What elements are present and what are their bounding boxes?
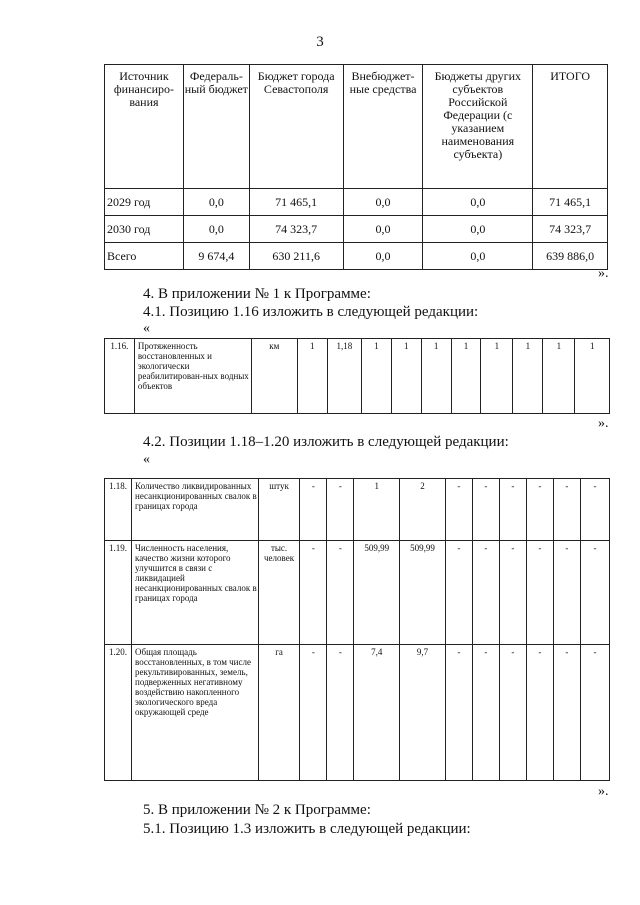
closing-quote: ». [598,266,609,281]
table-row [105,645,610,781]
table-cell: - [526,645,553,781]
table-cell: - [526,479,553,541]
table-cell: 1 [543,339,575,414]
table-cell: - [580,479,609,541]
indicator-name: Количество ликвидированных несанкционированных свалок в границах города [132,479,259,541]
table-cell: - [472,645,499,781]
indicator-name: Численность населения, качество жизни которого улучшится в связи с ликвидацией несанкционированных свалок в границах города [132,541,259,645]
table-cell: 639 886,0 [533,243,608,270]
table-cell: - [553,479,580,541]
header-other-subjects: Бюджеты других субъектов Российской Федерации (с указанием наименования субъекта) [423,65,533,189]
table-cell: 71 465,1 [533,189,608,216]
table-cell: 2029 год [105,189,184,216]
row-number: 1.19. [105,541,132,645]
indicator-name: Протяженность восстановленных и экологически реабилитирован-ных водных объектов [134,339,251,414]
table-cell: 1 [297,339,327,414]
table-row [105,243,608,270]
table-cell: - [472,541,499,645]
section4-heading: 4. В приложении № 1 к Программе: [143,286,371,302]
finance-table-header [105,65,608,189]
table-cell: - [472,479,499,541]
table-cell: - [445,645,472,781]
opening-quote: « [143,321,150,336]
closing-quote: ». [598,416,609,431]
table-row [105,216,608,243]
table-cell: 509,99 [400,541,446,645]
row-number: 1.20. [105,645,132,781]
table-cell: 2 [400,479,446,541]
unit: км [251,339,297,414]
table-cell: - [445,541,472,645]
table-cell: 1 [354,479,400,541]
table-cell: 0,0 [423,216,533,243]
table-cell: 1 [575,339,610,414]
table-cell: Всего [105,243,184,270]
table-cell: 1 [451,339,481,414]
section4-2-text: 4.2. Позиции 1.18–1.20 изложить в следующей редакции: [143,434,509,450]
table-cell: 0,0 [183,216,249,243]
table-cell: 7,4 [354,645,400,781]
section5-1-text: 5.1. Позицию 1.3 изложить в следующей редакции: [143,821,471,837]
table-cell: - [300,479,327,541]
table-cell: - [526,541,553,645]
table-cell: 74 323,7 [533,216,608,243]
opening-quote: « [143,452,150,467]
table-cell: 0,0 [343,189,423,216]
table-cell: 74 323,7 [249,216,343,243]
section4-1-text: 4.1. Позицию 1.16 изложить в следующей редакции: [143,304,479,320]
table-cell: 1,18 [327,339,361,414]
page-number: 3 [316,34,324,50]
header-city: Бюджет города Севастополя [249,65,343,189]
unit: штук [258,479,300,541]
header-source: Источник финансиро-вания [105,65,184,189]
table-cell: 509,99 [354,541,400,645]
table-row [105,541,610,645]
table-cell: 9,7 [400,645,446,781]
header-federal: Федераль-ный бюджет [183,65,249,189]
table-cell: 0,0 [423,243,533,270]
header-total: ИТОГО [533,65,608,189]
unit: тыс. человек [258,541,300,645]
table-row [105,479,610,541]
indicator-table-1-16 [104,338,610,414]
table-cell: - [553,541,580,645]
table-cell: 0,0 [343,216,423,243]
table-cell: 1 [481,339,513,414]
table-cell: - [327,541,354,645]
table-cell: - [553,645,580,781]
table-cell: 1 [362,339,392,414]
table-cell: - [445,479,472,541]
table-cell: 0,0 [423,189,533,216]
table-cell: 71 465,1 [249,189,343,216]
table-cell: - [580,541,609,645]
table-cell: 9 674,4 [183,243,249,270]
table-cell: 0,0 [183,189,249,216]
table-cell: - [327,645,354,781]
table-cell: 630 211,6 [249,243,343,270]
closing-quote: ». [598,784,609,799]
table-cell: - [327,479,354,541]
finance-table [104,64,608,270]
table-cell: - [300,645,327,781]
table-cell: - [499,645,526,781]
unit: га [258,645,300,781]
table-cell: 1 [421,339,451,414]
table-cell: 2030 год [105,216,184,243]
table-cell: - [499,541,526,645]
table-cell: - [300,541,327,645]
table-cell: 1 [513,339,543,414]
header-extrabudget: Внебюджет-ные средства [343,65,423,189]
table-row [105,339,610,414]
table-cell: - [499,479,526,541]
indicator-name: Общая площадь восстановленных, в том числе рекультивированных, земель, подверженных негативному воздействию накопленного экологического вреда окружающей среде [132,645,259,781]
table-row [105,189,608,216]
indicator-table-1-18-1-20 [104,478,610,781]
table-cell: 1 [391,339,421,414]
section5-heading: 5. В приложении № 2 к Программе: [143,802,371,818]
table-cell: - [580,645,609,781]
row-number: 1.18. [105,479,132,541]
table-cell: 0,0 [343,243,423,270]
row-number: 1.16. [105,339,135,414]
